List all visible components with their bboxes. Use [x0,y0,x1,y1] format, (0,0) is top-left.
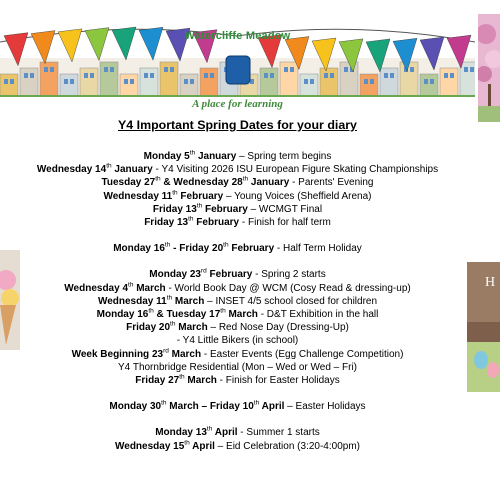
dates-list [0,150,475,453]
date-suffix: th [179,373,185,381]
date-suffix: th [196,202,203,210]
building [320,68,338,96]
date-text: January [195,151,237,162]
school-name: Watercliffe Meadow [184,30,291,42]
school-crest [226,56,250,84]
date-suffix: th [170,320,176,328]
date-text: March [168,348,202,360]
building-window [250,79,254,84]
building-window [384,73,388,78]
date-text: Friday 13 [152,203,197,215]
event-text: - Finish for half term [239,217,331,229]
blossom-photo [478,14,500,122]
building-window [24,73,28,78]
building-window [84,73,88,78]
building-window [170,67,174,72]
date-suffix: th [148,307,154,315]
date-text: Wednesday 4 [64,282,129,294]
date-suffix: th [242,176,249,184]
date-text: & Wednesday 28 [160,177,243,189]
building [120,74,138,96]
event-text: - Y4 Visiting 2026 ISU European Figure Skating Championships [152,164,439,176]
event-text: - Summer 1 starts [237,427,320,439]
building-window [364,79,368,84]
date-text: Monday 23 [149,269,201,281]
event-text: - D&T Exhibition in the hall [257,309,379,321]
date-suffix: th [206,426,213,434]
building-window [44,67,48,72]
building-window [430,79,434,84]
date-suffix: th [166,294,173,302]
building-window [184,79,188,84]
building-window [130,79,134,84]
building-window [310,79,314,84]
line-gap [0,229,475,242]
building-window [70,79,74,84]
date-text: - Friday 20 [170,243,224,255]
date-line [0,176,475,189]
date-text: March [172,295,205,307]
building-window [470,67,474,72]
line-gap [0,255,475,268]
date-line [0,426,475,439]
date-text: Tuesday 27 [101,177,156,189]
date-line [0,268,475,281]
building-window [150,73,154,78]
building-window [464,67,468,72]
building [180,74,198,96]
event-text: - Spring 2 starts [252,269,326,281]
date-text: January [111,164,153,176]
date-text: February [177,190,224,202]
building-window [444,73,448,78]
building-window [4,79,8,84]
building-window [110,67,114,72]
building [380,68,398,96]
event-text: – Red Nose Day (Dressing-Up) [207,322,349,334]
date-suffix: rd [200,268,207,276]
date-line [0,282,475,295]
building [100,62,118,96]
date-text: January [248,177,290,189]
date-text: March – Friday 10 [166,401,254,413]
event-text: – Easter Holidays [284,401,366,413]
date-text: March [225,309,258,321]
date-text: Week Beginning 23 [71,348,164,360]
date-text: Monday 5 [143,151,190,162]
building-window [450,73,454,78]
page-title: Y4 Important Spring Dates for your diary [118,118,357,132]
date-text: Monday 16 [96,309,149,321]
event-text: - Y4 Little Bikers (in school) [176,335,299,347]
date-text: Wednesday 11 [103,190,173,202]
date-line [0,216,475,229]
building-window [290,67,294,72]
date-line [0,203,475,216]
date-suffix: th [128,281,134,289]
date-text: Monday 16 [113,243,165,255]
line-gap [0,413,475,426]
blossom-tree-image [478,14,500,122]
date-line [0,348,475,361]
date-suffix: rd [163,347,169,355]
date-line [0,190,475,203]
building [0,74,18,96]
building [40,62,58,96]
building-window [30,73,34,78]
building-window [270,73,274,78]
date-suffix: th [161,399,167,407]
date-text: Wednesday 14 [36,164,107,176]
header-banner [0,0,475,112]
school-tagline: A place for learning [192,98,283,110]
building-window [124,79,128,84]
building [440,68,458,96]
line-gap [0,387,475,400]
date-text: April [212,427,238,439]
date-text: March [133,282,166,294]
date-suffix: th [155,176,161,184]
date-text: Wednesday 11 [97,295,167,307]
building-window [390,73,394,78]
date-line [0,242,475,255]
building-window [104,67,108,72]
date-suffix: th [223,241,229,249]
building-window [324,73,328,78]
building-window [144,73,148,78]
date-line [0,295,475,308]
date-line [0,308,475,321]
date-line [0,400,475,413]
event-text: - Half Term Holiday [274,243,362,255]
event-text: – Spring term begins [236,151,332,162]
building [260,68,278,96]
building [140,68,158,96]
date-suffix: th [164,241,171,249]
building-window [304,79,308,84]
building [160,62,178,96]
building [200,68,218,96]
event-text: - Easter Events (Egg Challenge Competition) [201,348,404,360]
date-text: Monday 30 [109,401,162,413]
building-window [164,67,168,72]
date-line [0,374,475,387]
building-window [410,67,414,72]
date-suffix: th [188,215,194,223]
building-window [90,73,94,78]
building-window [190,79,194,84]
date-suffix: th [106,162,112,170]
building [20,68,38,96]
building [420,74,438,96]
date-line [0,361,475,374]
date-suffix: th [189,149,196,157]
building-window [424,79,428,84]
building-window [210,73,214,78]
building [60,74,78,96]
date-text: & Tuesday 17 [153,309,221,321]
event-text: - Parents' Evening [289,177,374,189]
date-text: Friday 27 [135,375,180,387]
event-text: – Eid Celebration (3:20-4:00pm) [214,440,360,452]
date-text: March [184,375,217,387]
building [400,62,418,96]
building-window [264,73,268,78]
date-line [0,440,475,453]
date-line [0,321,475,334]
event-text: - World Book Day @ WCM (Cosy Read & dressing-up) [165,282,411,294]
building [80,68,98,96]
building-window [344,67,348,72]
building [340,62,358,96]
building-window [64,79,68,84]
date-text: March [175,322,208,334]
date-suffix: th [220,307,226,315]
date-line [0,163,475,176]
event-text: – WCMGT Final [247,203,323,215]
building [280,62,298,96]
date-text: February [202,203,248,215]
date-text: Wednesday 15 [115,440,185,452]
svg-text:H: H [485,275,496,290]
date-text: Friday 13 [144,217,189,229]
building-window [330,73,334,78]
date-text: February [228,243,275,255]
building [360,74,378,96]
date-line [0,150,475,163]
date-line [0,334,475,347]
bunting-and-buildings-illustration [0,0,475,112]
event-text: – INSET 4/5 school closed for children [204,295,378,307]
date-text: April [189,440,215,452]
date-suffix: th [253,399,260,407]
date-text: February [206,269,253,281]
building-window [10,79,14,84]
building [300,74,318,96]
date-suffix: th [184,439,190,447]
event-text: Y4 Thornbridge Residential (Mon – Wed or Wed – Fri) [118,361,357,373]
date-text: April [259,401,285,413]
date-text: Monday 13 [155,427,207,439]
date-suffix: th [172,189,178,197]
event-text: - Finish for Easter Holidays [216,375,340,387]
date-text: February [193,217,240,229]
date-text: Friday 20 [126,322,171,334]
building-window [50,67,54,72]
building-window [284,67,288,72]
building-window [370,79,374,84]
event-text: – Young Voices (Sheffield Arena) [223,190,372,202]
building-window [204,73,208,78]
